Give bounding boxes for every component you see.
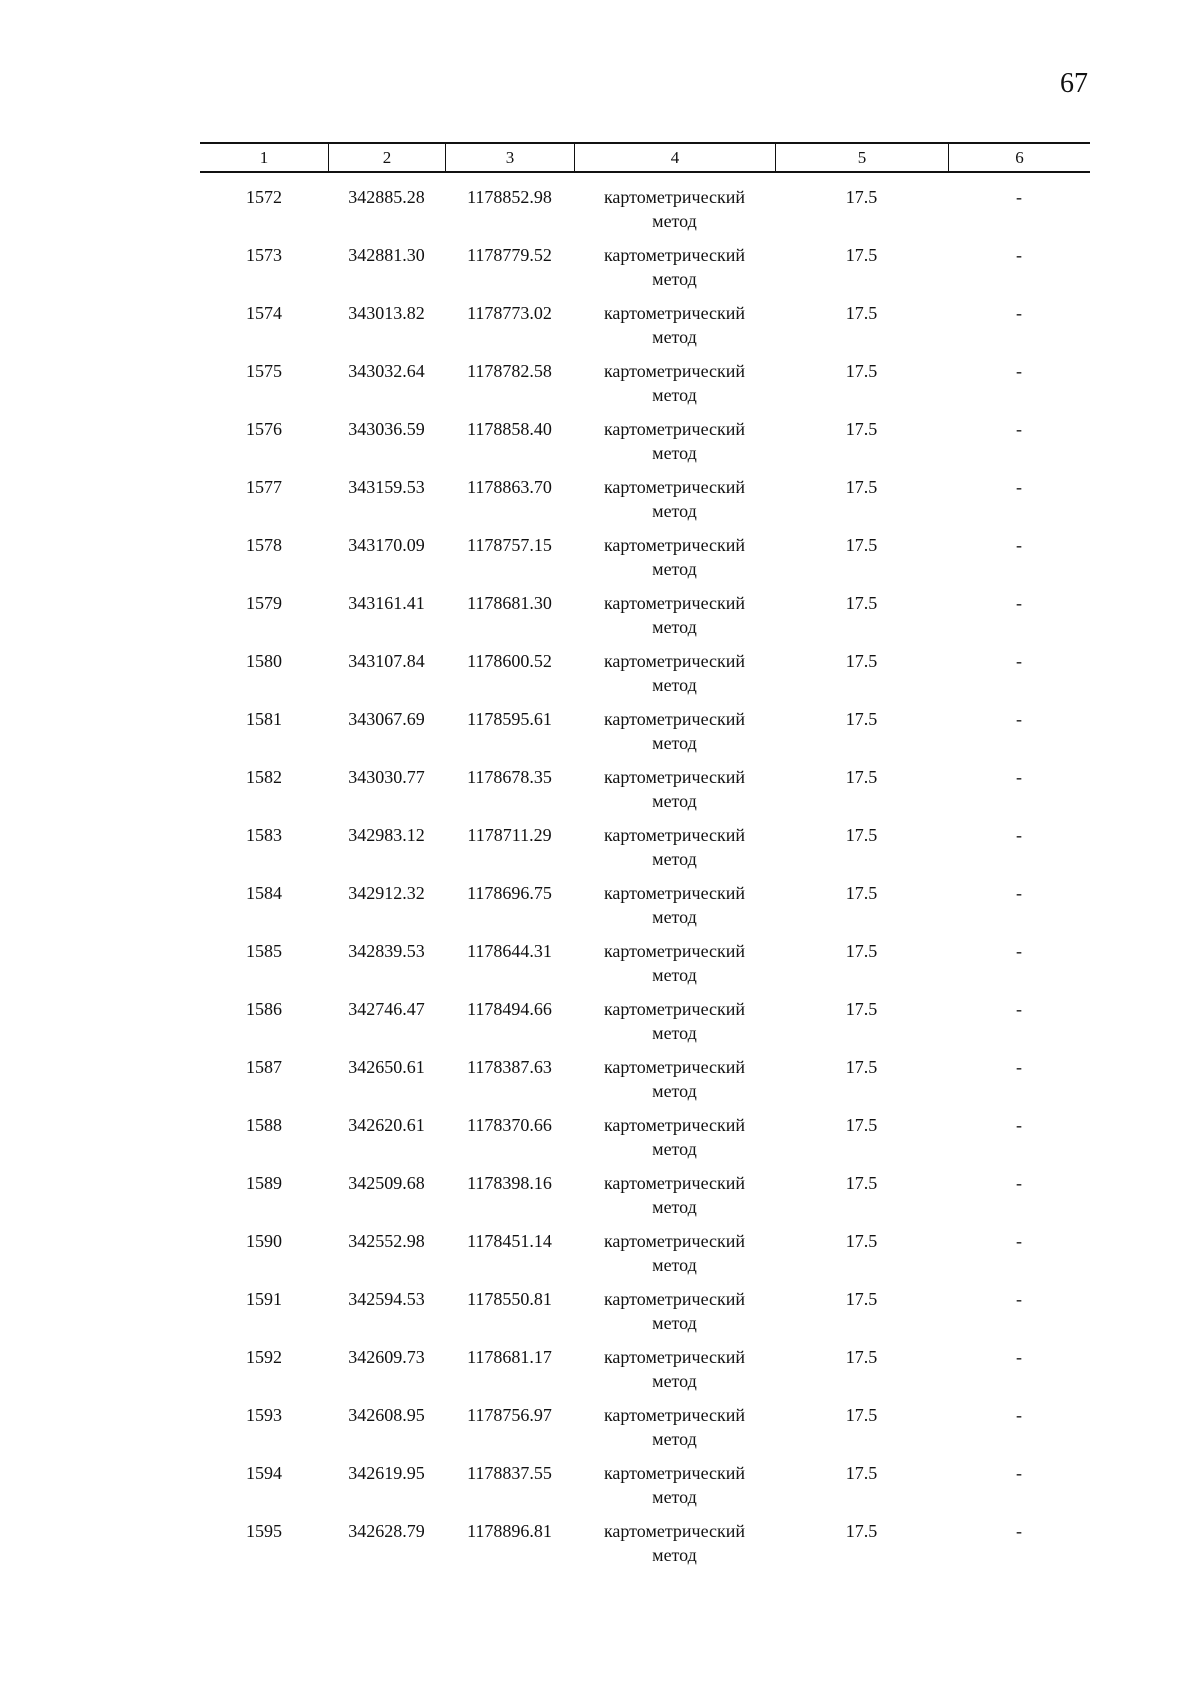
method-cell	[574, 1403, 775, 1461]
coord-x: 342881.30	[348, 245, 425, 265]
table-row	[200, 1461, 1090, 1519]
description-value: -	[1016, 361, 1022, 381]
header-col-1: 1	[259, 148, 269, 167]
method-line-2: метод	[652, 269, 697, 289]
coord-y: 1178852.98	[467, 187, 552, 207]
table-row	[200, 823, 1090, 881]
method-line-2: метод	[652, 1429, 697, 1449]
description-value: -	[1016, 709, 1022, 729]
method-line-1: картометрический	[603, 361, 746, 381]
accuracy-value: 17.5	[845, 825, 878, 845]
method-line-1: картометрический	[603, 1115, 746, 1135]
method-line-1: картометрический	[603, 1405, 746, 1425]
method-line-1: картометрический	[603, 709, 746, 729]
method-line-2: метод	[652, 791, 697, 811]
point-number: 1585	[246, 941, 282, 961]
coord-x: 343161.41	[348, 593, 425, 613]
point-number: 1584	[246, 883, 282, 903]
accuracy-value: 17.5	[845, 593, 878, 613]
accuracy-value: 17.5	[845, 999, 878, 1019]
method-line-1: картометрический	[603, 1521, 746, 1541]
table-row	[200, 649, 1090, 707]
header-col-2: 2	[328, 144, 445, 171]
header-col-4: 4	[574, 144, 775, 171]
description-value: -	[1016, 535, 1022, 555]
accuracy-value: 17.5	[845, 1289, 878, 1309]
table-row	[200, 301, 1090, 359]
table-row	[200, 533, 1090, 591]
coord-x: 342619.95	[348, 1463, 425, 1483]
coord-y: 1178756.97	[467, 1405, 552, 1425]
accuracy-value: 17.5	[845, 1173, 878, 1193]
method-cell	[574, 1519, 775, 1577]
coord-x: 342885.28	[348, 187, 425, 207]
method-line-2: метод	[652, 1313, 697, 1333]
accuracy-value: 17.5	[845, 767, 878, 787]
description-value: -	[1016, 1405, 1022, 1425]
description-value: -	[1016, 941, 1022, 961]
method-line-2: метод	[652, 733, 697, 753]
accuracy-value: 17.5	[845, 535, 878, 555]
point-number: 1574	[246, 303, 282, 323]
method-line-1: картометрический	[603, 1231, 746, 1251]
description-value: -	[1016, 1115, 1022, 1135]
accuracy-value: 17.5	[845, 1057, 878, 1077]
description-value: -	[1016, 1231, 1022, 1251]
method-line-1: картометрический	[603, 1057, 746, 1077]
method-cell	[574, 649, 775, 707]
table-row	[200, 1287, 1090, 1345]
description-value: -	[1016, 1463, 1022, 1483]
header-col-3: 3	[445, 144, 574, 171]
method-line-2: метод	[652, 443, 697, 463]
method-cell	[574, 823, 775, 881]
accuracy-value: 17.5	[845, 1463, 878, 1483]
coord-y: 1178387.63	[467, 1057, 552, 1077]
method-cell	[574, 1229, 775, 1287]
coord-x: 343036.59	[348, 419, 425, 439]
method-line-1: картометрический	[603, 1463, 746, 1483]
point-number: 1572	[246, 187, 282, 207]
method-cell	[574, 1171, 775, 1229]
accuracy-value: 17.5	[845, 1115, 878, 1135]
coord-y: 1178681.17	[467, 1347, 552, 1367]
coord-x: 343067.69	[348, 709, 425, 729]
table-row	[200, 591, 1090, 649]
description-value: -	[1016, 767, 1022, 787]
method-cell	[574, 359, 775, 417]
accuracy-value: 17.5	[845, 1231, 878, 1251]
point-number: 1595	[246, 1521, 282, 1541]
description-value: -	[1016, 245, 1022, 265]
method-line-1: картометрический	[603, 245, 746, 265]
method-cell	[574, 939, 775, 997]
method-line-2: метод	[652, 1139, 697, 1159]
description-value: -	[1016, 303, 1022, 323]
method-line-2: метод	[652, 675, 697, 695]
coord-y: 1178863.70	[467, 477, 552, 497]
accuracy-value: 17.5	[845, 651, 878, 671]
method-line-2: метод	[652, 559, 697, 579]
method-line-1: картометрический	[603, 767, 746, 787]
accuracy-value: 17.5	[845, 1521, 878, 1541]
method-line-2: метод	[652, 1545, 697, 1565]
header-col-6: 6	[948, 144, 1090, 171]
method-cell	[574, 1287, 775, 1345]
point-number: 1590	[246, 1231, 282, 1251]
description-value: -	[1016, 1347, 1022, 1367]
method-line-2: метод	[652, 1255, 697, 1275]
coord-y: 1178398.16	[467, 1173, 552, 1193]
point-number: 1579	[246, 593, 282, 613]
method-line-1: картометрический	[603, 1347, 746, 1367]
accuracy-value: 17.5	[845, 709, 878, 729]
table-row	[200, 881, 1090, 939]
point-number: 1588	[246, 1115, 282, 1135]
method-line-1: картометрический	[603, 593, 746, 613]
table-row	[200, 475, 1090, 533]
method-line-2: метод	[652, 617, 697, 637]
coord-x: 342609.73	[348, 1347, 425, 1367]
point-number: 1589	[246, 1173, 282, 1193]
method-line-1: картометрический	[603, 535, 746, 555]
point-number: 1578	[246, 535, 282, 555]
coord-x: 343030.77	[348, 767, 425, 787]
description-value: -	[1016, 1057, 1022, 1077]
table-row	[200, 185, 1090, 243]
coord-y: 1178773.02	[467, 303, 552, 323]
coord-y: 1178711.29	[467, 825, 552, 845]
coord-x: 343170.09	[348, 535, 425, 555]
point-number: 1592	[246, 1347, 282, 1367]
point-number: 1580	[246, 651, 282, 671]
point-number: 1573	[246, 245, 282, 265]
table-row	[200, 417, 1090, 475]
coord-y: 1178837.55	[467, 1463, 552, 1483]
method-cell	[574, 591, 775, 649]
coord-x: 342552.98	[348, 1231, 425, 1251]
coord-y: 1178858.40	[467, 419, 552, 439]
description-value: -	[1016, 651, 1022, 671]
coord-x: 343032.64	[348, 361, 425, 381]
table-row	[200, 359, 1090, 417]
method-line-1: картометрический	[603, 419, 746, 439]
description-value: -	[1016, 593, 1022, 613]
table-row	[200, 997, 1090, 1055]
coord-x: 342912.32	[348, 883, 425, 903]
coord-x: 343013.82	[348, 303, 425, 323]
page-number: 67	[1060, 68, 1088, 99]
description-value: -	[1016, 1289, 1022, 1309]
method-line-2: метод	[652, 1197, 697, 1217]
description-value: -	[1016, 1521, 1022, 1541]
coord-x: 343159.53	[348, 477, 425, 497]
description-value: -	[1016, 477, 1022, 497]
description-value: -	[1016, 883, 1022, 903]
method-line-2: метод	[652, 907, 697, 927]
method-line-1: картометрический	[603, 999, 746, 1019]
point-number: 1591	[246, 1289, 282, 1309]
point-number: 1587	[246, 1057, 282, 1077]
method-cell	[574, 1113, 775, 1171]
coord-y: 1178779.52	[467, 245, 552, 265]
coord-y: 1178451.14	[467, 1231, 552, 1251]
coord-y: 1178678.35	[467, 767, 552, 787]
accuracy-value: 17.5	[845, 1405, 878, 1425]
coord-x: 342839.53	[348, 941, 425, 961]
method-line-1: картометрический	[603, 883, 746, 903]
method-line-1: картометрический	[603, 1173, 746, 1193]
table-row	[200, 1229, 1090, 1287]
point-number: 1576	[246, 419, 282, 439]
method-line-1: картометрический	[603, 825, 746, 845]
point-number: 1581	[246, 709, 282, 729]
method-cell	[574, 707, 775, 765]
table-row	[200, 1055, 1090, 1113]
coord-y: 1178370.66	[467, 1115, 552, 1135]
point-number: 1582	[246, 767, 282, 787]
table-row	[200, 243, 1090, 301]
point-number: 1583	[246, 825, 282, 845]
accuracy-value: 17.5	[845, 361, 878, 381]
coord-y: 1178782.58	[467, 361, 552, 381]
table-row	[200, 1171, 1090, 1229]
method-line-2: метод	[652, 501, 697, 521]
coord-y: 1178681.30	[467, 593, 552, 613]
coord-y: 1178644.31	[467, 941, 552, 961]
method-line-1: картометрический	[603, 941, 746, 961]
point-number: 1577	[246, 477, 282, 497]
table-row	[200, 1519, 1090, 1577]
coord-y: 1178696.75	[467, 883, 552, 903]
accuracy-value: 17.5	[845, 941, 878, 961]
method-cell	[574, 243, 775, 301]
method-cell	[574, 1461, 775, 1519]
table-row	[200, 1403, 1090, 1461]
coord-y: 1178896.81	[467, 1521, 552, 1541]
accuracy-value: 17.5	[845, 883, 878, 903]
method-line-2: метод	[652, 211, 697, 231]
method-cell	[574, 765, 775, 823]
method-cell	[574, 533, 775, 591]
coord-y: 1178757.15	[467, 535, 552, 555]
coord-x: 342628.79	[348, 1521, 425, 1541]
method-cell	[574, 1345, 775, 1403]
method-line-2: метод	[652, 1081, 697, 1101]
coord-x: 342594.53	[348, 1289, 425, 1309]
method-cell	[574, 1055, 775, 1113]
method-cell	[574, 475, 775, 533]
coord-x: 342509.68	[348, 1173, 425, 1193]
accuracy-value: 17.5	[845, 1347, 878, 1367]
coord-x: 342650.61	[348, 1057, 425, 1077]
table-header	[200, 142, 1090, 173]
coord-x: 343107.84	[348, 651, 425, 671]
accuracy-value: 17.5	[845, 187, 878, 207]
accuracy-value: 17.5	[845, 303, 878, 323]
table-body	[200, 185, 1090, 1577]
accuracy-value: 17.5	[845, 419, 878, 439]
accuracy-value: 17.5	[845, 245, 878, 265]
coord-y: 1178600.52	[467, 651, 552, 671]
method-line-1: картометрический	[603, 1289, 746, 1309]
method-line-1: картометрический	[603, 477, 746, 497]
coord-x: 342746.47	[348, 999, 425, 1019]
description-value: -	[1016, 1173, 1022, 1193]
coord-x: 342983.12	[348, 825, 425, 845]
method-line-1: картометрический	[603, 651, 746, 671]
method-line-2: метод	[652, 1487, 697, 1507]
table-row	[200, 1113, 1090, 1171]
method-line-2: метод	[652, 385, 697, 405]
method-cell	[574, 997, 775, 1055]
header-col-5: 5	[775, 144, 948, 171]
description-value: -	[1016, 187, 1022, 207]
coord-x: 342620.61	[348, 1115, 425, 1135]
coord-y: 1178595.61	[467, 709, 552, 729]
description-value: -	[1016, 419, 1022, 439]
table-row	[200, 707, 1090, 765]
method-cell	[574, 417, 775, 475]
coord-y: 1178550.81	[467, 1289, 552, 1309]
point-number: 1593	[246, 1405, 282, 1425]
description-value: -	[1016, 825, 1022, 845]
coord-x: 342608.95	[348, 1405, 425, 1425]
method-line-2: метод	[652, 849, 697, 869]
method-line-2: метод	[652, 1023, 697, 1043]
point-number: 1594	[246, 1463, 282, 1483]
method-line-2: метод	[652, 327, 697, 347]
method-line-1: картометрический	[603, 303, 746, 323]
accuracy-value: 17.5	[845, 477, 878, 497]
point-number: 1586	[246, 999, 282, 1019]
method-line-2: метод	[652, 965, 697, 985]
method-line-1: картометрический	[603, 187, 746, 207]
method-cell	[574, 185, 775, 243]
description-value: -	[1016, 999, 1022, 1019]
table-row	[200, 1345, 1090, 1403]
method-cell	[574, 301, 775, 359]
method-cell	[574, 881, 775, 939]
table-row	[200, 939, 1090, 997]
point-number: 1575	[246, 361, 282, 381]
table-row	[200, 765, 1090, 823]
coord-y: 1178494.66	[467, 999, 552, 1019]
method-line-2: метод	[652, 1371, 697, 1391]
